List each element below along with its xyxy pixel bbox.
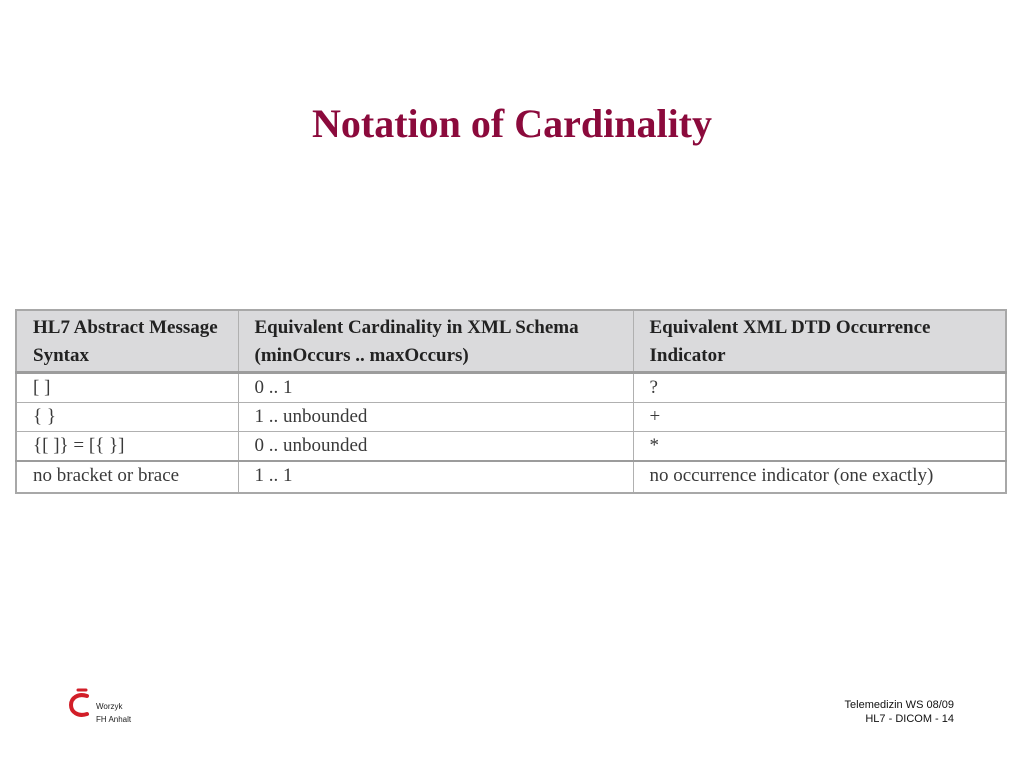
cell-xml-dtd: ? — [633, 373, 1006, 403]
cell-xml-dtd: no occurrence indicator (one exactly) — [633, 461, 1006, 493]
table-row — [16, 373, 1006, 403]
footer-page-ref: HL7 - DICOM - 14 — [865, 713, 954, 725]
footer-course-info — [845, 698, 954, 726]
cell-xml-schema: 1 .. 1 — [238, 461, 633, 493]
cell-hl7-syntax: [ ] — [16, 373, 238, 403]
cardinality-table — [15, 309, 1007, 494]
cell-xml-schema: 0 .. unbounded — [238, 432, 633, 462]
footer-institution: FH Anhalt — [96, 715, 132, 724]
fh-anhalt-logo-icon — [66, 684, 94, 720]
header-hl7-syntax: HL7 Abstract Message Syntax — [16, 310, 238, 373]
slide-title: Notation of Cardinality — [312, 101, 712, 146]
cardinality-table-container — [15, 309, 1007, 494]
table-row — [16, 403, 1006, 432]
cell-xml-schema: 1 .. unbounded — [238, 403, 633, 432]
logo-graphic — [66, 684, 94, 720]
header-xml-schema: Equivalent Cardinality in XML Schema (minOccurs .. maxOccurs) — [238, 310, 633, 373]
table-header-row — [16, 310, 1006, 373]
cell-hl7-syntax: { } — [16, 403, 238, 432]
footer-author-name: Worzyk — [96, 702, 123, 711]
cell-hl7-syntax: {[ ]} = [{ }] — [16, 432, 238, 462]
header-xml-dtd: Equivalent XML DTD Occurrence Indicator — [633, 310, 1006, 373]
table-row — [16, 461, 1006, 493]
footer-author — [96, 700, 131, 726]
cell-xml-dtd: + — [633, 403, 1006, 432]
cell-xml-dtd: * — [633, 432, 1006, 462]
table-row — [16, 432, 1006, 462]
cell-hl7-syntax: no bracket or brace — [16, 461, 238, 493]
cell-xml-schema: 0 .. 1 — [238, 373, 633, 403]
footer-course: Telemedizin WS 08/09 — [844, 699, 954, 711]
